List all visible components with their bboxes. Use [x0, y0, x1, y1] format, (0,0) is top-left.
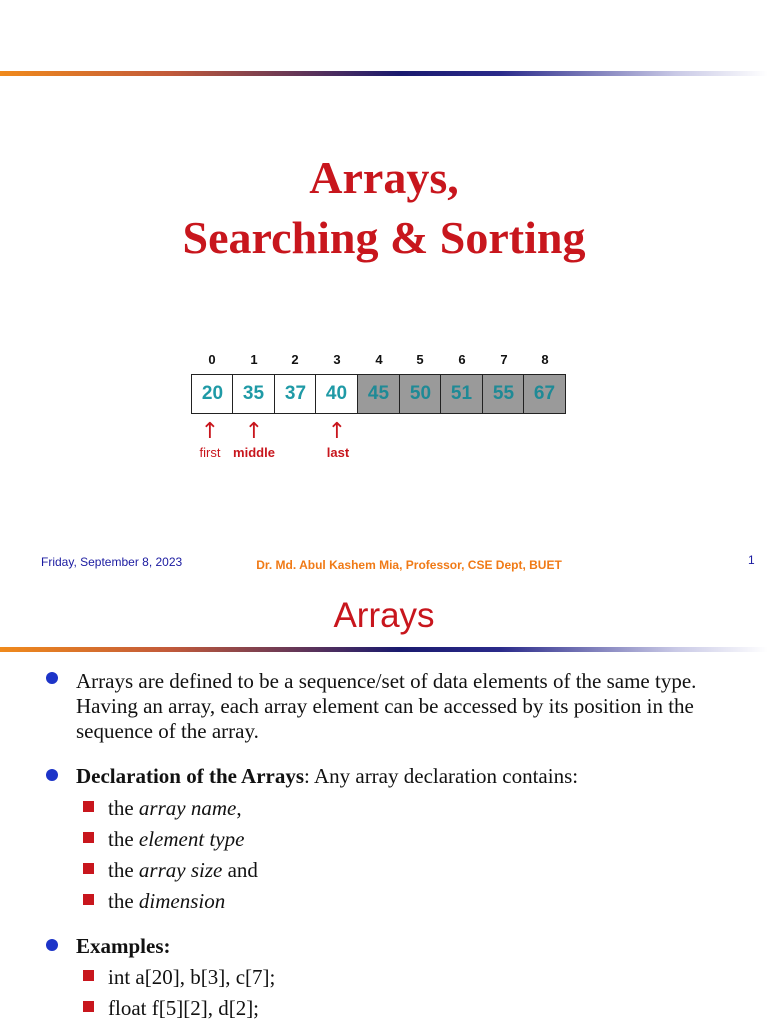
bullet-declaration — [76, 764, 716, 789]
footer-date: Friday, September 8, 2023 — [41, 555, 183, 569]
array-index: 5 — [416, 352, 424, 367]
sub-bullet-square-icon — [83, 832, 94, 843]
sub-bullet-array-name: the array name, — [108, 796, 242, 820]
sub-bullet-square-icon — [83, 1001, 94, 1012]
array-index: 1 — [250, 352, 258, 367]
sub-bullet-square-icon — [83, 863, 94, 874]
example-float-declaration: float f[5][2], d[2]; — [108, 996, 260, 1020]
array-index: 0 — [208, 352, 216, 367]
up-arrow-icon: ↑ — [327, 419, 347, 444]
page-number: 1 — [748, 553, 755, 567]
array-index: 8 — [541, 352, 549, 367]
up-arrow-icon: ↑ — [244, 419, 264, 444]
sub-bullet-square-icon — [83, 801, 94, 812]
slide-title-line2: Searching & Sorting — [182, 212, 586, 263]
sub-bullet-square-icon — [83, 894, 94, 905]
bullet-definition: Arrays are defined to be a sequence/set of data elements of the same type. Having an array, each array element can be accessed by its position in the sequence of the array. — [76, 669, 697, 743]
array-index: 2 — [291, 352, 299, 367]
array-cell-shaded: 55 — [482, 374, 525, 414]
array-cell: 35 — [232, 374, 275, 414]
title-underline-gradient-bar — [0, 647, 768, 652]
array-index: 7 — [500, 352, 508, 367]
array-cell: 20 — [191, 374, 234, 414]
slide2-title: Arrays — [333, 596, 435, 635]
example-int-declaration: int a[20], b[3], c[7]; — [108, 965, 276, 989]
array-index: 4 — [375, 352, 383, 367]
array-cell: 37 — [274, 374, 317, 414]
sub-bullet-array-size: the array size and — [108, 858, 258, 882]
array-index: 6 — [458, 352, 466, 367]
array-cell-shaded: 50 — [399, 374, 442, 414]
bullet-examples: Examples: — [76, 934, 171, 958]
array-index: 3 — [333, 352, 341, 367]
sub-bullet-element-type: the element type — [108, 827, 245, 851]
pointer-label-first: first — [199, 445, 221, 460]
sub-bullet-square-icon — [83, 970, 94, 981]
sub-bullet-dimension: the dimension — [108, 889, 226, 913]
array-cell-shaded: 51 — [440, 374, 483, 414]
array-cell-shaded: 45 — [357, 374, 400, 414]
bullet-dot-icon — [46, 769, 58, 781]
slide-title-line1: Arrays, — [309, 152, 459, 203]
bullet-dot-icon — [46, 939, 58, 951]
up-arrow-icon: ↑ — [200, 419, 220, 444]
declaration-heading: Declaration of the Arrays — [76, 764, 305, 788]
pointer-label-middle: middle — [233, 445, 275, 460]
array-cell-shaded: 67 — [523, 374, 566, 414]
declaration-text: : Any array declaration contains: — [304, 764, 579, 788]
footer-author: Dr. Md. Abul Kashem Mia, Professor, CSE Dept, BUET — [256, 558, 562, 572]
pointer-label-last: last — [326, 445, 350, 460]
header-gradient-bar — [0, 71, 768, 76]
bullet-dot-icon — [46, 672, 58, 684]
array-cell: 40 — [315, 374, 358, 414]
